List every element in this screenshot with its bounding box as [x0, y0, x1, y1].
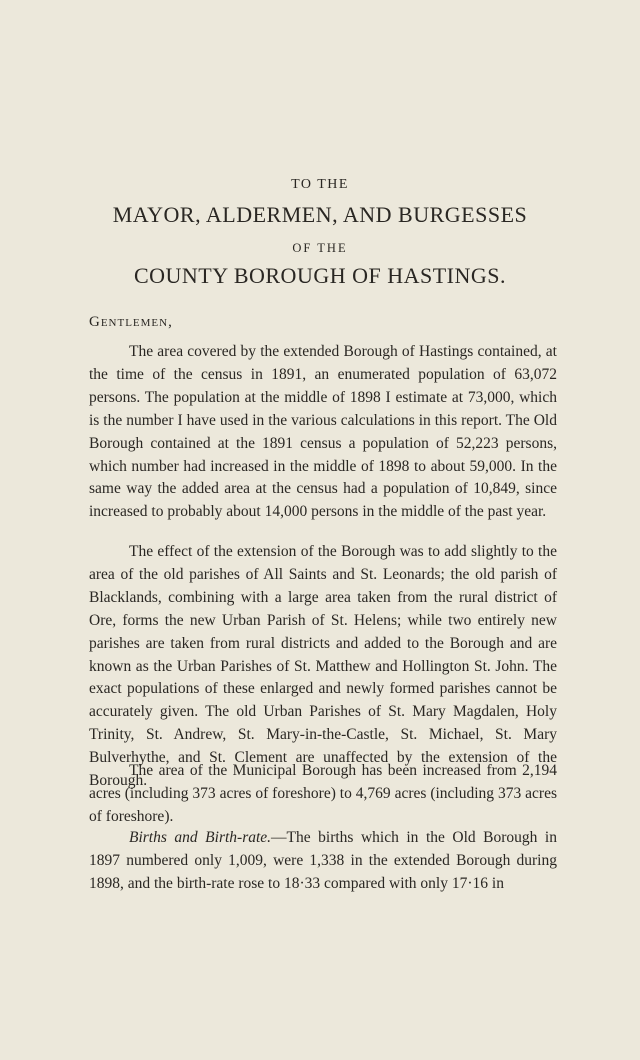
paragraph-parishes: The effect of the extension of the Borough was to add slightly to the area of the old parishes of All Saints and St. Leonards; the old parish of Blacklands, combining with a large area taken from the rural district of Ore, forms the new Urban Parish of St. Helens; while two entirely new parishes are taken from rural districts and added to the Borough and are known as the Urban Parishes of St. Matthew and Hollington St. John. The exact populations of these enlarged and newly formed parishes cannot be accurately given. The old Urban Parishes of St. Mary Magdalen, Holy Trinity, St. Andrew, St. Mary-in-the-Castle, St. Michael, St. Mary Bulverhythe, and St. Clement are unaffected by the extension of the Borough.	[89, 543, 557, 790]
salutation: Gentlemen,	[89, 314, 173, 330]
heading-addressee: MAYOR, ALDERMEN, AND BURGESSES	[112, 202, 528, 227]
births-body: —The births which in the Old Borough in 1897 numbered only 1,009, were 1,338 in the extended Borough during 1898, and the birth-rate rose to 18·33 compared with only 17·16 in	[89, 829, 557, 892]
paragraph-area: The area of the Municipal Borough has been increased from 2,194 acres (including 373 acres of foreshore) to 4,769 acres (including 373 acres of foreshore).	[89, 762, 557, 825]
births-subheading: Births and Birth-rate.	[129, 829, 272, 846]
heading-of-the: OF THE	[292, 241, 348, 255]
heading-borough: COUNTY BOROUGH OF HASTINGS.	[133, 263, 507, 288]
paragraph-births	[89, 827, 557, 896]
paragraph-population: The area covered by the extended Borough of Hastings contained, at the time of the census in 1891, an enumerated population of 63,072 persons. The population at the middle of 1898 I estimate at 73,000, which is the number I have used in the various calculations in this report. The Old Borough contained at the 1891 census a population of 52,223 persons, which number had increased in the middle of 1898 to about 59,000. In the same way the added area at the census had a population of 10,849, since increased to probably about 14,000 persons in the middle of the past year.	[89, 343, 557, 521]
heading-to-the: TO THE	[291, 177, 349, 192]
